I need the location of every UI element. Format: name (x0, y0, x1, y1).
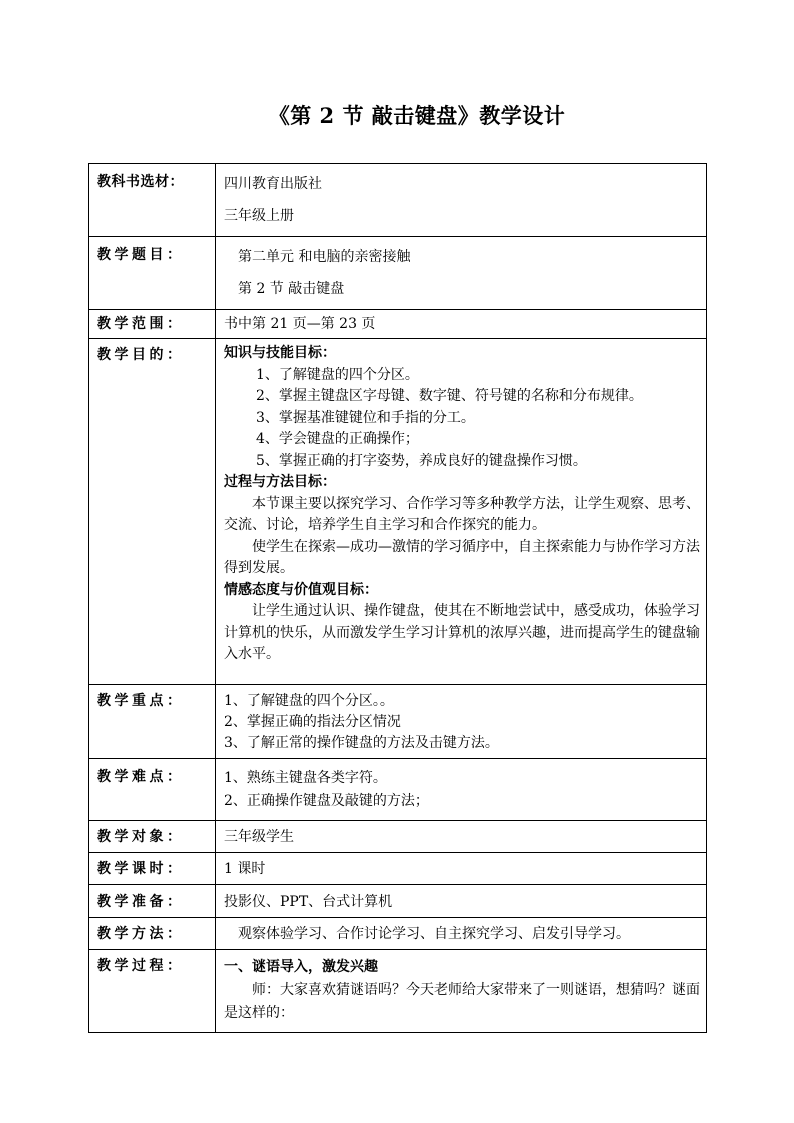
row-content-goals (216, 339, 707, 685)
row-content-audience (216, 821, 707, 853)
lesson-plan-table (88, 163, 707, 1033)
table-row (89, 237, 707, 310)
list-item: 2、掌握主键盘区字母键、数字键、符号键的名称和分布规律。 (256, 388, 643, 404)
table-row (89, 821, 707, 853)
process-heading: 过程与方法目标： (224, 474, 336, 490)
table-row (89, 759, 707, 821)
list-item: 1、熟练主键盘各类字符。 (224, 770, 387, 786)
preparation-text: 投影仪、PPT、台式计算机 (224, 894, 393, 910)
list-item: 3、了解正常的操作键盘的方法及击键方法。 (224, 735, 499, 751)
row-label-hours: 教学课时： (89, 853, 216, 885)
list-item: 4、学会键盘的正确操作； (256, 431, 419, 447)
row-label-key-points: 教学重点： (89, 685, 216, 759)
list-item: 2、正确操作键盘及敲键的方法； (224, 793, 429, 809)
row-label-audience: 教学对象： (89, 821, 216, 853)
row-label-goals: 教学目的： (89, 339, 216, 685)
list-item: 1、了解键盘的四个分区。 (256, 366, 419, 383)
list-item: 3、掌握基准键键位和手指的分工。 (256, 409, 475, 426)
methods-text: 观察体验学习、合作讨论学习、自主探究学习、启发引导学习。 (238, 926, 630, 942)
row-content-key-points (216, 685, 707, 759)
row-label-topic: 教学题目： (89, 237, 216, 310)
process-paragraph: 使学生在探索—成功—激情的学习循序中，自主探索能力与协作学习方法得到发展。 (224, 538, 700, 576)
row-label-scope: 教学范围： (89, 310, 216, 339)
table-row (89, 853, 707, 885)
row-content-scope (216, 310, 707, 339)
table-row (89, 164, 707, 237)
table-row (89, 918, 707, 950)
process-section-heading: 一、谜语导入，激发兴趣 (224, 959, 378, 975)
list-item: 5、掌握正确的打字姿势，养成良好的键盘操作习惯。 (256, 452, 587, 469)
table-row (89, 685, 707, 759)
unit-text: 第二单元 和电脑的亲密接触 (238, 249, 411, 265)
row-label-preparation: 教学准备： (89, 885, 216, 918)
publisher-text: 四川教育出版社 (224, 176, 322, 192)
row-label-methods: 教学方法： (89, 918, 216, 950)
row-content-process (216, 950, 707, 1033)
table-row (89, 339, 707, 685)
list-item: 1、了解键盘的四个分区。。 (224, 693, 394, 709)
row-label-process: 教学过程： (89, 950, 216, 1033)
row-label-difficulties: 教学难点： (89, 759, 216, 821)
row-content-preparation (216, 885, 707, 918)
emotion-heading: 情感态度与价值观目标： (224, 581, 378, 598)
audience-text: 三年级学生 (224, 829, 294, 845)
table-row (89, 950, 707, 1033)
row-content-difficulties (216, 759, 707, 821)
section-text: 第 2 节 敲击键盘 (238, 281, 345, 297)
table-row (89, 310, 707, 339)
grade-text: 三年级上册 (224, 208, 294, 224)
row-content-methods (216, 918, 707, 950)
list-item: 2、掌握正确的指法分区情况 (224, 714, 401, 730)
scope-text: 书中第 21 页—第 23 页 (224, 316, 376, 332)
hours-text: 1 课时 (224, 861, 266, 877)
table-row (89, 885, 707, 918)
row-content-topic (216, 237, 707, 310)
row-label-textbook: 教科书选材： (89, 164, 216, 237)
knowledge-heading: 知识与技能目标： (224, 345, 336, 361)
process-intro-paragraph: 师：大家喜欢猜谜语吗？今天老师给大家带来了一则谜语，想猜吗？谜面是这样的： (224, 982, 700, 1021)
emotion-paragraph: 让学生通过认识、操作键盘，使其在不断地尝试中，感受成功，体验学习计算机的快乐，从而激发学生学习计算机的浓厚兴趣，进而提高学生的键盘输入水平。 (224, 603, 700, 662)
row-content-hours (216, 853, 707, 885)
process-paragraph: 本节课主要以探究学习、合作学习等多种教学方法，让学生观察、思考、交流、讨论，培养学生自主学习和合作探究的能力。 (224, 495, 700, 533)
document-title: 《第 2 节 敲击键盘》教学设计 (268, 103, 566, 128)
row-content-textbook (216, 164, 707, 237)
